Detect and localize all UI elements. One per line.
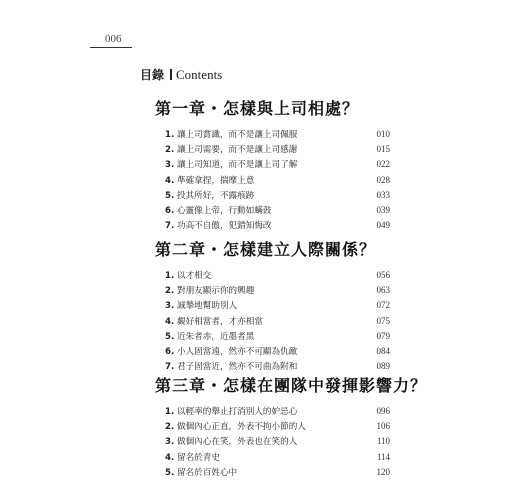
toc-heading-en: Contents — [176, 67, 223, 82]
entry-title: 讓上司需要，而不是讓上司感謝 — [176, 145, 298, 156]
entry-page: 106 — [376, 421, 390, 432]
chapter-2 — [155, 237, 390, 375]
entry-title: 做個內心在笑，外表也在笑的人 — [176, 437, 298, 448]
entry-text — [165, 128, 297, 140]
entry-number: 1. — [165, 271, 175, 281]
toc-entry[interactable] — [155, 330, 390, 345]
toc-heading — [140, 66, 222, 83]
toc-entry[interactable] — [155, 420, 390, 435]
toc-entry[interactable] — [155, 451, 390, 466]
entry-number: 7. — [165, 221, 175, 232]
entry-page: 072 — [376, 300, 390, 311]
entry-number: 2. — [165, 145, 175, 156]
entry-page: 075 — [376, 315, 390, 326]
entry-text — [165, 204, 272, 216]
entry-page: 089 — [376, 361, 390, 372]
entry-text — [165, 315, 263, 327]
entry-text — [165, 189, 254, 201]
entry-page: 056 — [376, 270, 390, 280]
toc-entry[interactable] — [155, 204, 390, 219]
toc-entry[interactable] — [155, 284, 390, 299]
chapter-1 — [155, 96, 390, 234]
entry-text — [165, 451, 220, 463]
entry-text — [165, 269, 211, 281]
entry-number: 3. — [165, 437, 175, 448]
toc-entry[interactable] — [155, 299, 390, 314]
entry-number: 4. — [165, 452, 175, 463]
entry-text — [165, 435, 297, 447]
entry-number: 2. — [165, 286, 175, 297]
entry-page: 063 — [376, 285, 390, 296]
entry-page: 114 — [376, 451, 390, 462]
entry-text — [165, 158, 297, 170]
toc-entry[interactable] — [155, 174, 390, 189]
entry-number: 7. — [165, 362, 175, 373]
entry-number: 4. — [165, 175, 175, 186]
entry-title: 心靈像上帝，行動如蟎鼓 — [176, 205, 272, 216]
chapter-title: 第一章・怎樣與上司相處？ — [155, 99, 360, 118]
toc-heading-zh: 目錄 — [140, 68, 165, 82]
toc-entry[interactable] — [155, 405, 390, 420]
entry-number: 5. — [165, 331, 175, 342]
entry-page: 079 — [376, 330, 390, 341]
entry-title: 以才相交 — [176, 271, 212, 281]
entry-title: 誠摯地幫助別人 — [176, 301, 238, 312]
entry-title: 留名於百姓心中 — [176, 467, 238, 478]
entry-text — [165, 143, 297, 155]
entry-page: 015 — [376, 144, 390, 155]
entry-text — [165, 219, 272, 231]
entry-number: 3. — [165, 160, 175, 171]
entry-title: 準確拿捏，揣摩上意 — [176, 175, 255, 186]
entry-text — [165, 284, 254, 296]
entry-title: 小人固當遠，然亦不可顯為仇敵 — [176, 346, 298, 357]
toc-entry[interactable] — [155, 143, 390, 158]
page-number: 006 — [105, 33, 122, 45]
entry-text — [165, 420, 306, 432]
entry-title: 投其所好，不露痕跡 — [176, 190, 255, 201]
entry-page: 010 — [376, 129, 390, 139]
entry-number: 4. — [165, 316, 175, 327]
entry-title: 留名於青史 — [176, 452, 220, 463]
entry-text — [165, 466, 237, 478]
entry-number: 1. — [165, 130, 175, 140]
entry-page: 120 — [376, 466, 390, 477]
entry-title: 對朋友顯示你的興趣 — [176, 286, 255, 297]
entry-number: 6. — [165, 205, 175, 216]
chapter-title: 第三章・怎樣在團隊中發揮影響力？ — [155, 376, 428, 395]
entry-page: 096 — [376, 406, 390, 416]
entry-number: 5. — [165, 467, 175, 478]
entry-page: 049 — [376, 220, 390, 231]
entry-text — [165, 345, 297, 357]
entry-title: 君子固當近，然亦不可曲為附和 — [176, 362, 298, 373]
entry-number: 6. — [165, 346, 175, 357]
toc-entry[interactable] — [155, 189, 390, 204]
toc-entry[interactable] — [155, 128, 390, 143]
entry-number: 5. — [165, 190, 175, 201]
entry-page: 110 — [376, 436, 390, 447]
entry-page: 033 — [376, 189, 390, 200]
toc-entry[interactable] — [155, 269, 390, 284]
entry-text — [165, 360, 297, 372]
entry-page: 039 — [376, 204, 390, 215]
entry-text — [165, 299, 237, 311]
chapter-title: 第二章・怎樣建立人際關係？ — [155, 240, 377, 259]
toc-entry[interactable] — [155, 345, 390, 360]
header-rule — [90, 47, 132, 48]
toc-entry[interactable] — [155, 219, 390, 234]
entry-text — [165, 405, 297, 417]
entry-number: 2. — [165, 422, 175, 433]
entry-text — [165, 174, 254, 186]
entry-number: 1. — [165, 407, 175, 417]
entry-title: 覷好相當者，才亦相當 — [176, 316, 263, 327]
toc-entry[interactable] — [155, 158, 390, 173]
entry-title: 以輕率的舉止打消別人的妒忌心 — [176, 407, 298, 417]
entry-title: 做個內心正直，外表不拘小節的人 — [176, 422, 306, 433]
entry-title: 讓上司賞識，而不是讓上司佩服 — [176, 130, 298, 140]
chapter-3 — [155, 373, 428, 481]
entry-page: 022 — [376, 159, 390, 170]
entry-title: 讓上司知道，而不是讓上司了解 — [176, 160, 298, 171]
entry-page: 084 — [376, 345, 390, 356]
heading-divider — [170, 69, 172, 80]
entry-number: 3. — [165, 301, 175, 312]
toc-entry[interactable] — [155, 466, 390, 481]
toc-entry[interactable] — [155, 435, 390, 450]
entry-page: 028 — [376, 174, 390, 185]
entry-text — [165, 330, 254, 342]
entry-title: 近朱者赤，近墨者黑 — [176, 331, 255, 342]
toc-entry[interactable] — [155, 315, 390, 330]
entry-title: 功高不自傲，犯錯知悔改 — [176, 221, 272, 232]
